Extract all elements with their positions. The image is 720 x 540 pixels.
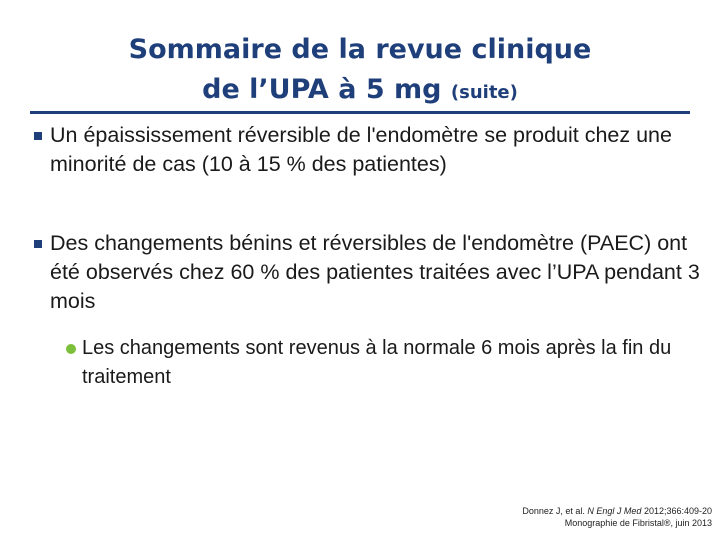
citation-authors: Donnez J, et al. [522, 506, 585, 516]
citation [522, 505, 712, 529]
citation-ref: 2012;366:409-20 [643, 506, 712, 516]
bullet-text: Des changements bénins et réversibles de l'endomètre (PAEC) ont été observés chez 60 % des patientes traitées avec l’UPA pendant 3 mois [50, 231, 700, 313]
title-suffix: (suite) [450, 82, 518, 103]
bullet-item [30, 121, 700, 179]
citation-line-1 [522, 505, 712, 517]
title-line-2-text: de l’UPA à 5 mg [202, 74, 442, 105]
title-divider [30, 111, 690, 114]
round-bullet-icon [66, 344, 76, 354]
bullet-text: Un épaississement réversible de l'endomètre se produit chez une minorité de cas (10 à 15 % des patientes) [50, 123, 672, 176]
slide-title [0, 30, 720, 113]
title-line-1: Sommaire de la revue clinique [128, 34, 592, 65]
sub-bullet-item [62, 334, 682, 392]
sub-bullet-text: Les changements sont revenus à la normale 6 mois après la fin du traitement [82, 337, 672, 388]
bullet-item [30, 229, 700, 316]
square-bullet-icon [34, 240, 42, 248]
square-bullet-icon [34, 132, 42, 140]
citation-line-2: Monographie de Fibristal®, juin 2013 [564, 518, 712, 528]
title-line-2 [0, 70, 720, 113]
citation-journal: N Engl J Med [587, 506, 642, 516]
